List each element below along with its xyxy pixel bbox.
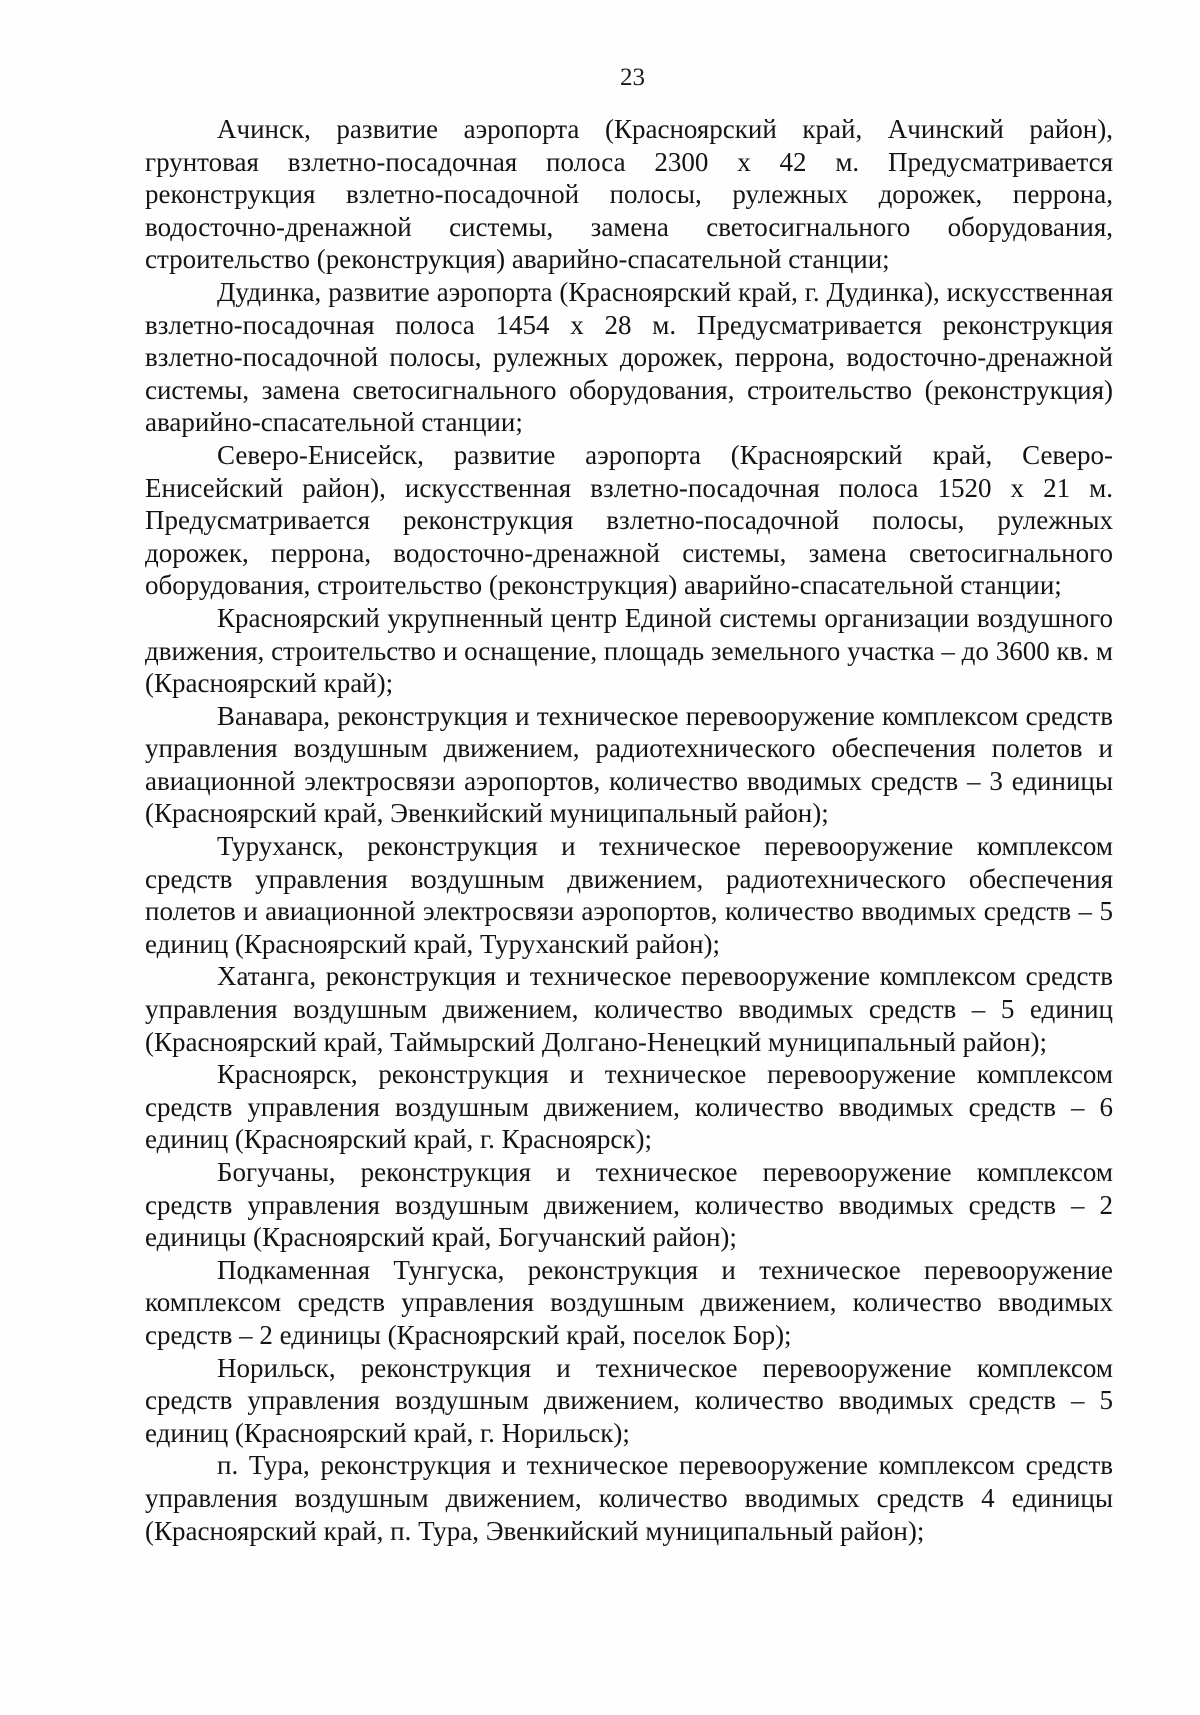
paragraph-norilsk: Норильск, реконструкция и техническое перевооружение комплексом средств управления воздушным движением, количество вводимых средств – 5 единиц (Красноярский край, г. Норильск); bbox=[145, 1352, 1113, 1448]
document-body bbox=[145, 113, 1113, 1547]
paragraph-tura: п. Тура, реконструкция и техническое перевооружение комплексом средств управления воздушным движением, количество вводимых средств 4 единицы (Красноярский край, п. Тура, Эвенкийский муниципальный район); bbox=[145, 1450, 1113, 1546]
page-number: 23 bbox=[620, 64, 645, 91]
paragraph-krasnoyarsk-atm-center: Красноярский укрупненный центр Единой системы организации воздушного движения, строительство и оснащение, площадь земельного участка – до 3600 кв. м (Красноярский край); bbox=[145, 602, 1113, 699]
paragraph-dudinka: Дудинка, развитие аэропорта (Красноярский край, г. Дудинка), искусственная взлетно-посадочная полоса 1454 x 28 м. Предусматривается реконструкция взлетно-посадочной полосы, рулежных дорожек, перрона, водосточно-дренажной системы, замена светосигнального оборудования, строительство (реконструкция) аварийно-спасательной станции; bbox=[145, 276, 1113, 438]
paragraph-podkamennaya-tunguska: Подкаменная Тунгуска, реконструкция и техническое перевооружение комплексом средств управления воздушным движением, количество вводимых средств – 2 единицы (Красноярский край, поселок Бор); bbox=[145, 1254, 1113, 1350]
paragraph-severo-eniseysk: Северо-Енисейск, развитие аэропорта (Красноярский край, Северо-Енисейский район), искусственная взлетно-посадочная полоса 1520 x 21 м. Предусматривается реконструкция взлетно-посадочной полосы, рулежных дорожек, перрона, водосточно-дренажной системы, замена светосигнального оборудования, строительство (реконструкция) аварийно-спасательной станции; bbox=[145, 439, 1113, 601]
paragraph-krasnoyarsk: Красноярск, реконструкция и техническое перевооружение комплексом средств управления воздушным движением, количество вводимых средств – 6 единиц (Красноярский край, г. Красноярск); bbox=[145, 1059, 1113, 1155]
paragraph-boguchany: Богучаны, реконструкция и техническое перевооружение комплексом средств управления воздушным движением, количество вводимых средств – 2 единицы (Красноярский край, Богучанский район); bbox=[145, 1157, 1113, 1253]
paragraph-khatanga: Хатанга, реконструкция и техническое перевооружение комплексом средств управления воздушным движением, количество вводимых средств – 5 единиц (Красноярский край, Таймырский Долгано-Ненецкий муниципальный район); bbox=[145, 961, 1113, 1057]
paragraph-vanavara: Ванавара, реконструкция и техническое перевооружение комплексом средств управления воздушным движением, радиотехнического обеспечения полетов и авиационной электросвязи аэропортов, количество вводимых средств – 3 единицы (Красноярский край, Эвенкийский муниципальный район); bbox=[145, 700, 1113, 829]
paragraph-turukhansk: Туруханск, реконструкция и техническое перевооружение комплексом средств управления воздушным движением, радиотехнического обеспечения полетов и авиационной электросвязи аэропортов, количество вводимых средств – 5 единиц (Красноярский край, Туруханский район); bbox=[145, 831, 1113, 959]
paragraph-achinsk: Ачинск, развитие аэропорта (Красноярский край, Ачинский район), грунтовая взлетно-посадочная полоса 2300 x 42 м. Предусматривается реконструкция взлетно-посадочной полосы, рулежных дорожек, перрона, водосточно-дренажной системы, замена светосигнального оборудования, строительство (реконструкция) аварийно-спасательной станции; bbox=[145, 114, 1113, 275]
